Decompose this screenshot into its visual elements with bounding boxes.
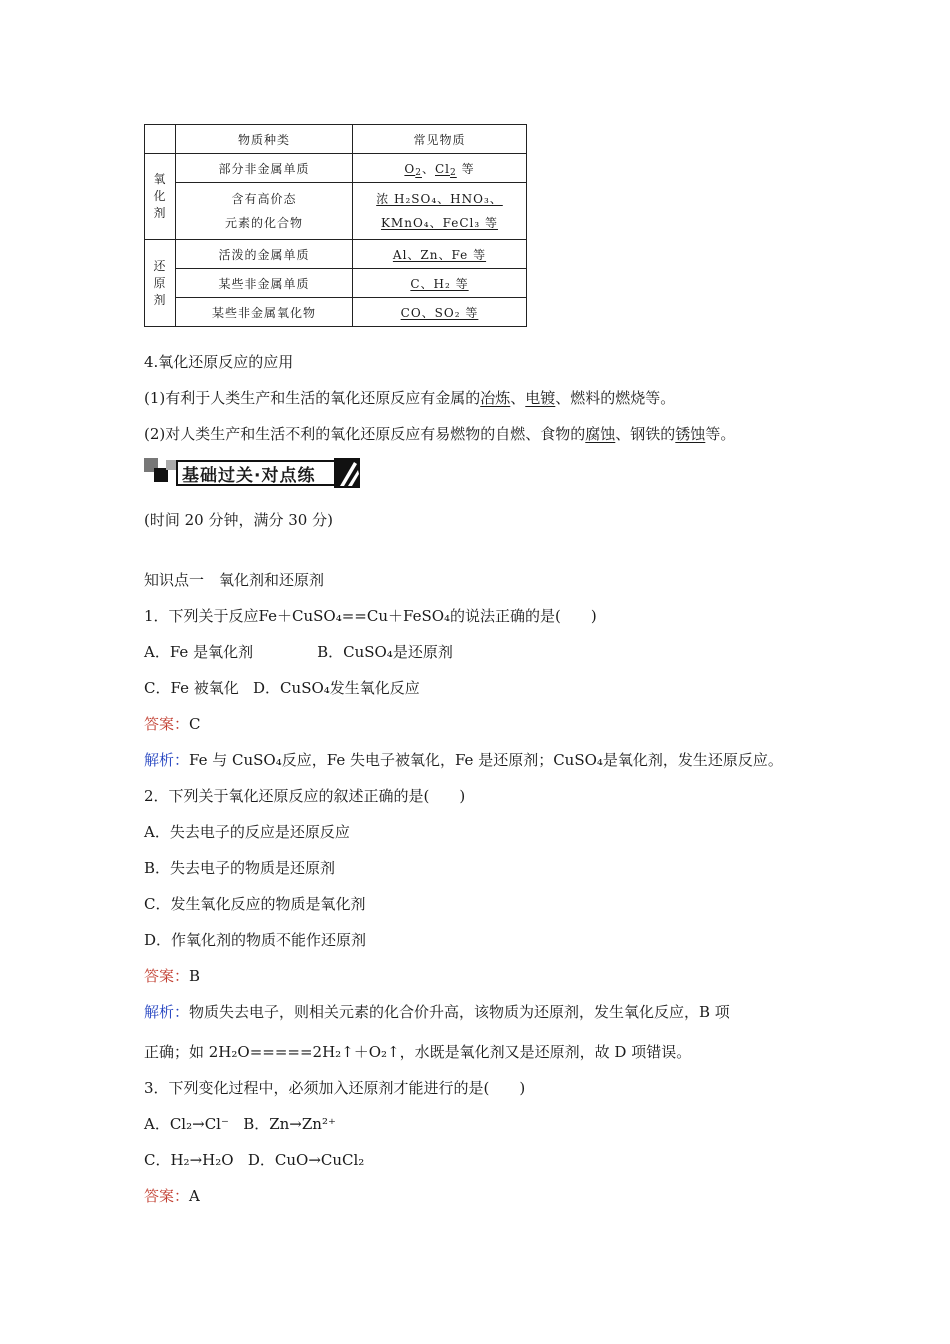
- question-option: A．失去电子的反应是还原反应: [144, 823, 350, 841]
- analysis-line: 解析：Fe 与 CuSO₄反应，Fe 失电子被氧化，Fe 是还原剂；CuSO₄是氧化剂，发生还原反应。: [144, 751, 783, 769]
- question-stem: 2．下列关于氧化还原反应的叙述正确的是( ): [144, 787, 466, 805]
- side-char: 还: [153, 258, 167, 273]
- table-cell-example: CO、SO₂ 等: [353, 298, 527, 327]
- table-cell-example: 浓 H₂SO₄、HNO₃、 KMnO₄、FeCl₃ 等: [353, 183, 527, 240]
- table-cell-example: Al、Zn、Fe 等: [353, 240, 527, 269]
- banner-slash-icon: [334, 458, 360, 488]
- time-note: (时间 20 分钟，满分 30 分): [144, 511, 333, 529]
- reductant-label: [145, 240, 176, 327]
- question-options: C．Fe 被氧化 D．CuSO₄发生氧化反应: [144, 679, 420, 697]
- question-options: C．H₂→H₂O D．CuO→CuCl₂: [144, 1151, 365, 1169]
- table-cell-kind: 活泼的金属单质: [176, 240, 353, 269]
- question-option: C．发生氧化反应的物质是氧化剂: [144, 895, 366, 913]
- answer-line: 答案：A: [144, 1187, 200, 1205]
- banner-square-icon: [154, 468, 168, 482]
- table-cell-kind: 某些非金属单质: [176, 269, 353, 298]
- answer-line: 答案：B: [144, 967, 201, 985]
- section-title: 4.氧化还原反应的应用: [144, 353, 294, 371]
- banner-square-icon: [166, 460, 176, 470]
- question-option: D．作氧化剂的物质不能作还原剂: [144, 931, 367, 949]
- question-stem: 3．下列变化过程中，必须加入还原剂才能进行的是( ): [144, 1079, 526, 1097]
- side-char: 化: [153, 189, 167, 203]
- question-options: A．Fe 是氧化剂 B．CuSO₄是还原剂: [144, 643, 453, 661]
- oxidant-label: [145, 154, 176, 240]
- table-cell-example: $O_2$、$Cl_2$ 等: [353, 154, 527, 183]
- table-row: [145, 154, 527, 183]
- table-row: [145, 269, 527, 298]
- side-char: 氧: [153, 172, 167, 186]
- table-header-kind: 物质种类: [176, 125, 353, 154]
- table-row: [145, 240, 527, 269]
- analysis-line: 解析：物质失去电子，则相关元素的化合价升高，该物质为还原剂，发生氧化反应，B 项: [144, 1003, 730, 1021]
- side-char: 剂: [153, 292, 167, 307]
- topic-heading: 知识点一 氧化剂和还原剂: [144, 571, 325, 589]
- side-char: 剂: [153, 206, 167, 220]
- table-cell-example: C、H₂ 等: [353, 269, 527, 298]
- section-banner: [144, 456, 360, 490]
- question-option: B．失去电子的物质是还原剂: [144, 859, 336, 877]
- answer-line: 答案：C: [144, 715, 201, 733]
- question-options: A．Cl₂→Cl⁻ B．Zn→Zn²⁺: [144, 1115, 336, 1133]
- question-stem: 1．下列关于反应Fe＋CuSO₄==Cu＋FeSO₄的说法正确的是( ): [144, 607, 597, 625]
- table-header-example: 常见物质: [353, 125, 527, 154]
- table-row: [145, 298, 527, 327]
- table-cell-kind: 某些非金属氧化物: [176, 298, 353, 327]
- table-header-row: [145, 125, 527, 154]
- paragraph: (2)对人类生产和生活不利的氧化还原反应有易燃物的自燃、食物的腐蚀、钢铁的锈蚀等。: [144, 425, 736, 443]
- table-cell-kind: 部分非金属单质: [176, 154, 353, 183]
- table-cell-kind: 含有高价态 元素的化合物: [176, 183, 353, 240]
- table-row: [145, 183, 527, 240]
- table-corner-cell: [145, 125, 176, 154]
- banner-title: 基础过关·对点练: [182, 466, 316, 486]
- paragraph: (1)有利于人类生产和生活的氧化还原反应有金属的冶炼、电镀、燃料的燃烧等。: [144, 389, 676, 407]
- analysis-line: 正确；如 2H₂O=====2H₂↑＋O₂↑，水既是氧化剂又是还原剂，故 D 项错误。: [144, 1043, 692, 1061]
- side-char: 原: [153, 275, 167, 290]
- oxidant-reductant-table: [144, 124, 527, 327]
